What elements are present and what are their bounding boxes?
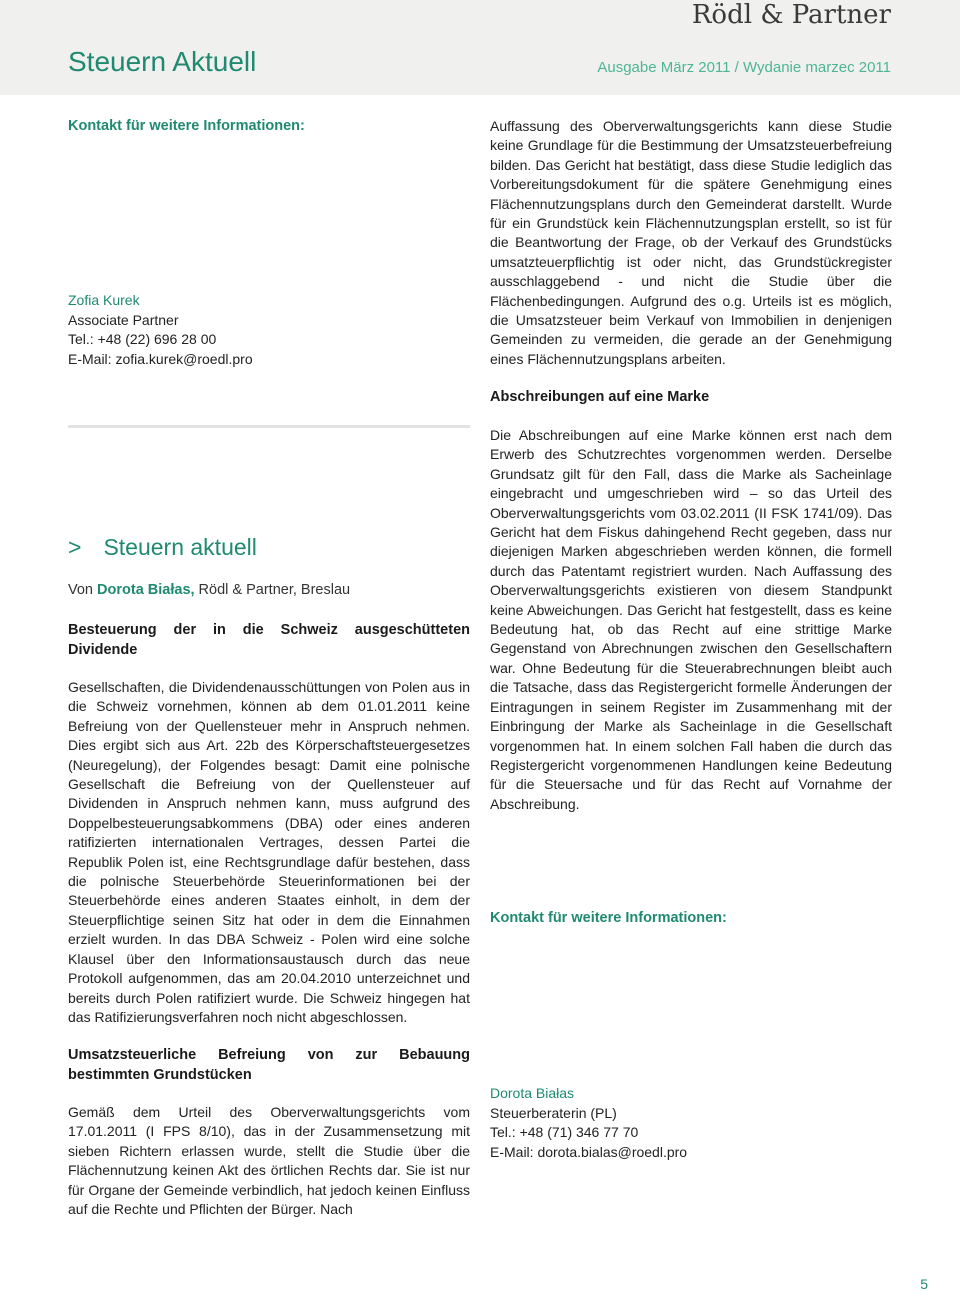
byline	[68, 582, 470, 598]
section-title-text: Steuern aktuell	[103, 534, 257, 560]
divider	[68, 425, 470, 428]
section-title	[68, 534, 257, 561]
article2-continuation: Auffassung des Oberverwaltungsgerichts kann diese Studie keine Grundlage für die Bestimmung der Umsatzsteuerbefreiung bilden. Das Gericht hat bestätigt, dass diese Studie lediglich das Vorbereitungsdokument für die spätere Genehmigung eines Flächennutzungsplans durch den Gemeinderat darstellt. Wurde für ein Grundstück kein Flächennutzungsplan erstellt, so ist für die Beantwortung der Frage, ob der Verkauf des Grundstücks umsatzteuerpflichtig ist oder nicht, das Grundstückregister ausschlaggebend - und nicht die Studie über die Flächenbedingungen. Aufgrund des o.g. Urteils ist es möglich, die Umsatzsteuer beim Verkauf von Immobilien in denjenigen Gemeinden zu vermeiden, die gerade an der Genehmigung eines Flächennutzungsplans arbeiten.	[490, 118, 892, 367]
contact-heading-1: Kontakt für weitere Informationen:	[68, 118, 305, 134]
page-header	[0, 0, 960, 95]
byline-suffix: Rödl & Partner, Breslau	[194, 582, 351, 598]
contact-tel: Tel.: +48 (22) 696 28 00	[68, 331, 217, 347]
article2-text: Gemäß dem Urteil des Oberverwaltungsgerichts vom 17.01.2011 (I FPS 8/10), das in der Zusammensetzung mit sieben Richtern erlassen wurde, stellt die Studie über die Flächennutzung keinen Akt des örtlichen Rechts dar. Sie ist nur für Organe der Gemeinde verbindlich, hat jedoch keinen Einfluss auf die Rechte und Pflichten der Bürger. Nach	[68, 1104, 470, 1218]
contact-role: Associate Partner	[68, 311, 179, 328]
article2-heading: Umsatzsteuerliche Befreiung von zur Bebauung bestimmten Grundstücken	[68, 1047, 470, 1083]
page-number: 5	[920, 1276, 928, 1292]
chevron-right-icon: >	[68, 534, 82, 560]
contact-name: Dorota Białas	[490, 1085, 575, 1101]
article1-heading: Besteuerung der in die Schweiz ausgeschütteten Dividende	[68, 622, 470, 658]
article3-heading: Abschreibungen auf eine Marke	[490, 389, 710, 405]
contact-tel: Tel.: +48 (71) 346 77 70	[490, 1124, 639, 1140]
contact-heading-2: Kontakt für weitere Informationen:	[490, 910, 727, 926]
publication-title: Steuern Aktuell	[68, 46, 257, 77]
article1-text: Gesellschaften, die Dividendenausschüttungen von Polen aus in die Schweiz vornehmen, können ab dem 01.01.2011 keine Befreiung von der Quellensteuer mehr in Anspruch nehmen. Dies ergibt sich aus Art. 22b des Körperschaftsteuergesetzes (Neuregelung), der Folgendes besagt: Damit eine polnische Gesellschaft die Befreiung von der Quellensteuer auf Dividenden in Anspruch nehmen kann, muss aufgrund des Doppelbesteuerungsabkommens (DBA) oder eines anderen ratifizierten internationalen Vertrages, dessen Partei die Republik Polen ist, eine Rechtsgrundlage dafür bestehen, dass die polnische Steuerbehörde Steuerinformationen bei der Steuerbehörde eines anderen Staates einholt, in dem der Steuerpflichtige seinen Sitz hat oder in dem die Einnahmen erzielt wurden. In das DBA Schweiz - Polen wird eine solche Klausel über den Informationsaustausch durch das neue Protokoll aufgenommen, das am 20.04.2010 unterzeichnet und bereits durch Polen ratifiziert wurde. Die Schweiz hingegen hat das Ratifizierungsverfahren noch nicht abgeschlossen.	[68, 679, 470, 1025]
contact-block-1	[68, 291, 470, 369]
issue-label: Ausgabe März 2011 / Wydanie marzec 2011	[597, 59, 891, 76]
contact-email[interactable]: E-Mail: dorota.bialas@roedl.pro	[490, 1143, 688, 1160]
contact-name: Zofia Kurek	[68, 292, 140, 308]
byline-author: Dorota Białas,	[97, 582, 195, 598]
article3-text: Die Abschreibungen auf eine Marke können erst nach dem Erwerb des Schutzrechtes vorgenommen werden. Derselbe Grundsatz gilt für den Fall, dass die Marke als Sacheinlage eingebracht und umgeschrieben wird – so das Urteil des Oberverwaltungsgerichts vom 03.02.2011 (II FSK 1741/09). Das Gericht hat dem Fiskus dahingehend Recht gegeben, dass nur diejenigen Marken abgeschrieben werden können, die formell durch das Patentamt registriert wurden. Nach Auffassung des Oberverwaltungsgerichts existieren von diesem Standpunkt keine Abweichungen. Das Gericht hat festgestellt, dass es keine Bedeutung hat, ob das Recht auf eine strittige Marke Gegenstand von Abrechnungen zwischen den Gesellschaftern war. Ohne Bedeutung für die Steuerabrechnungen bleibt auch die Tatsache, dass das Registergericht formelle Änderungen der Eintragungen in seinem Register im Zusammenhang mit der Einbringung der Marke als Sacheinlage in die Gesellschaft vorgenommen hat. In einem solchen Fall haben die durch das Registergericht vorgenommenen Handlungen keine Bedeutung für die Steuersache und für das Recht auf Vornahme der Abschreibung.	[490, 427, 892, 812]
contact-email[interactable]: E-Mail: zofia.kurek@roedl.pro	[68, 350, 253, 367]
brand-logo: Rödl & Partner	[691, 0, 891, 30]
contact-role: Steuerberaterin (PL)	[490, 1104, 617, 1121]
byline-prefix: Von	[68, 582, 98, 598]
contact-block-2	[490, 1084, 892, 1162]
